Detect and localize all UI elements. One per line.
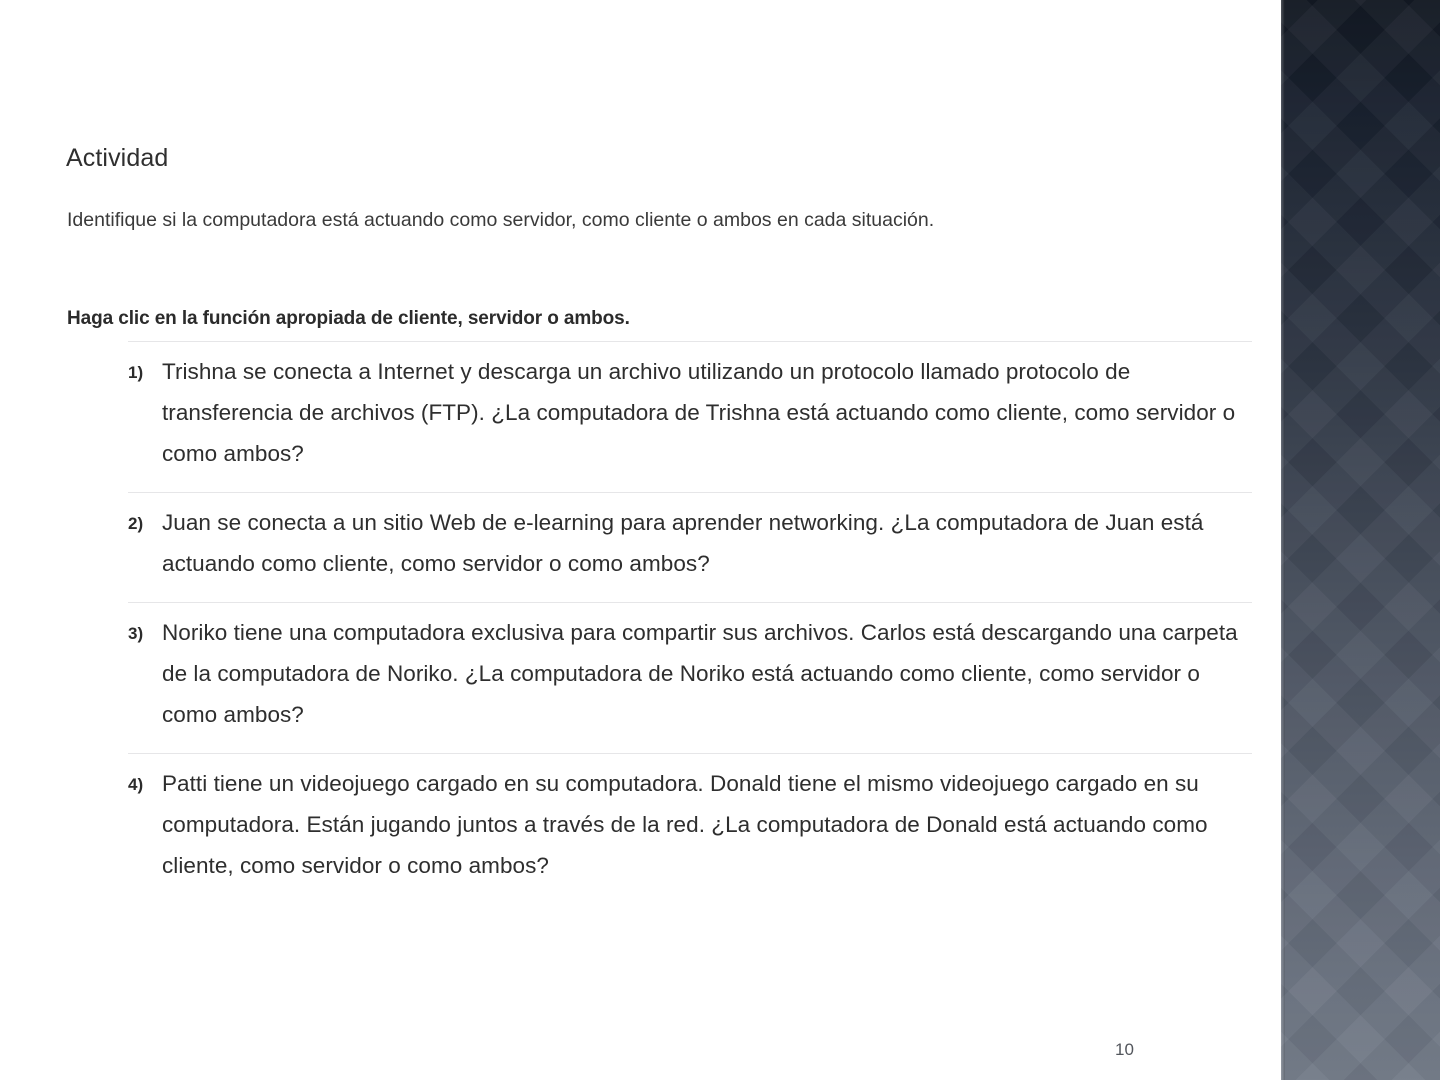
question-text-4: Patti tiene un videojuego cargado en su computadora. Donald tiene el mismo videojuego cargado en su computadora. Están jugando juntos a través de la red. ¿La computadora de Donald está actuando como cliente, como servidor o como ambos? (162, 771, 1208, 878)
slide-title: Actividad (66, 144, 169, 172)
question-text-1: Trishna se conecta a Internet y descarga un archivo utilizando un protocolo llamado protocolo de transferencia de archivos (FTP). ¿La computadora de Trishna está actuando como cliente, como servidor o como ambos? (162, 359, 1236, 466)
question-number-3: 3) (128, 624, 144, 643)
decorative-side-panel (1281, 0, 1440, 1080)
question-number-1: 1) (128, 363, 144, 382)
question-text-2: Juan se conecta a un sitio Web de e-learning para aprender networking. ¿La computadora de Juan está actuando como cliente, como servidor o como ambos? (162, 510, 1204, 576)
slide-content (66, 0, 1256, 1080)
side-panel-edge-highlight (1281, 0, 1285, 1080)
instruction-text: Haga clic en la función apropiada de cliente, servidor o ambos. (67, 308, 630, 329)
question-list (128, 341, 1252, 904)
question-number-4: 4) (128, 775, 144, 794)
question-item-1[interactable] (128, 341, 1252, 492)
side-panel-texture (1281, 0, 1440, 1080)
question-text-3: Noriko tiene una computadora exclusiva para compartir sus archivos. Carlos está descargando una carpeta de la computadora de Noriko. ¿La computadora de Noriko está actuando como cliente, como servidor o como ambos? (162, 620, 1238, 727)
question-item-3[interactable] (128, 602, 1252, 753)
page-number: 10 (1115, 1040, 1134, 1059)
intro-paragraph: Identifique si la computadora está actuando como servidor, como cliente o ambos en cada situación. (67, 209, 935, 231)
question-item-4[interactable] (128, 753, 1252, 904)
question-item-2[interactable] (128, 492, 1252, 602)
question-number-2: 2) (128, 514, 144, 533)
